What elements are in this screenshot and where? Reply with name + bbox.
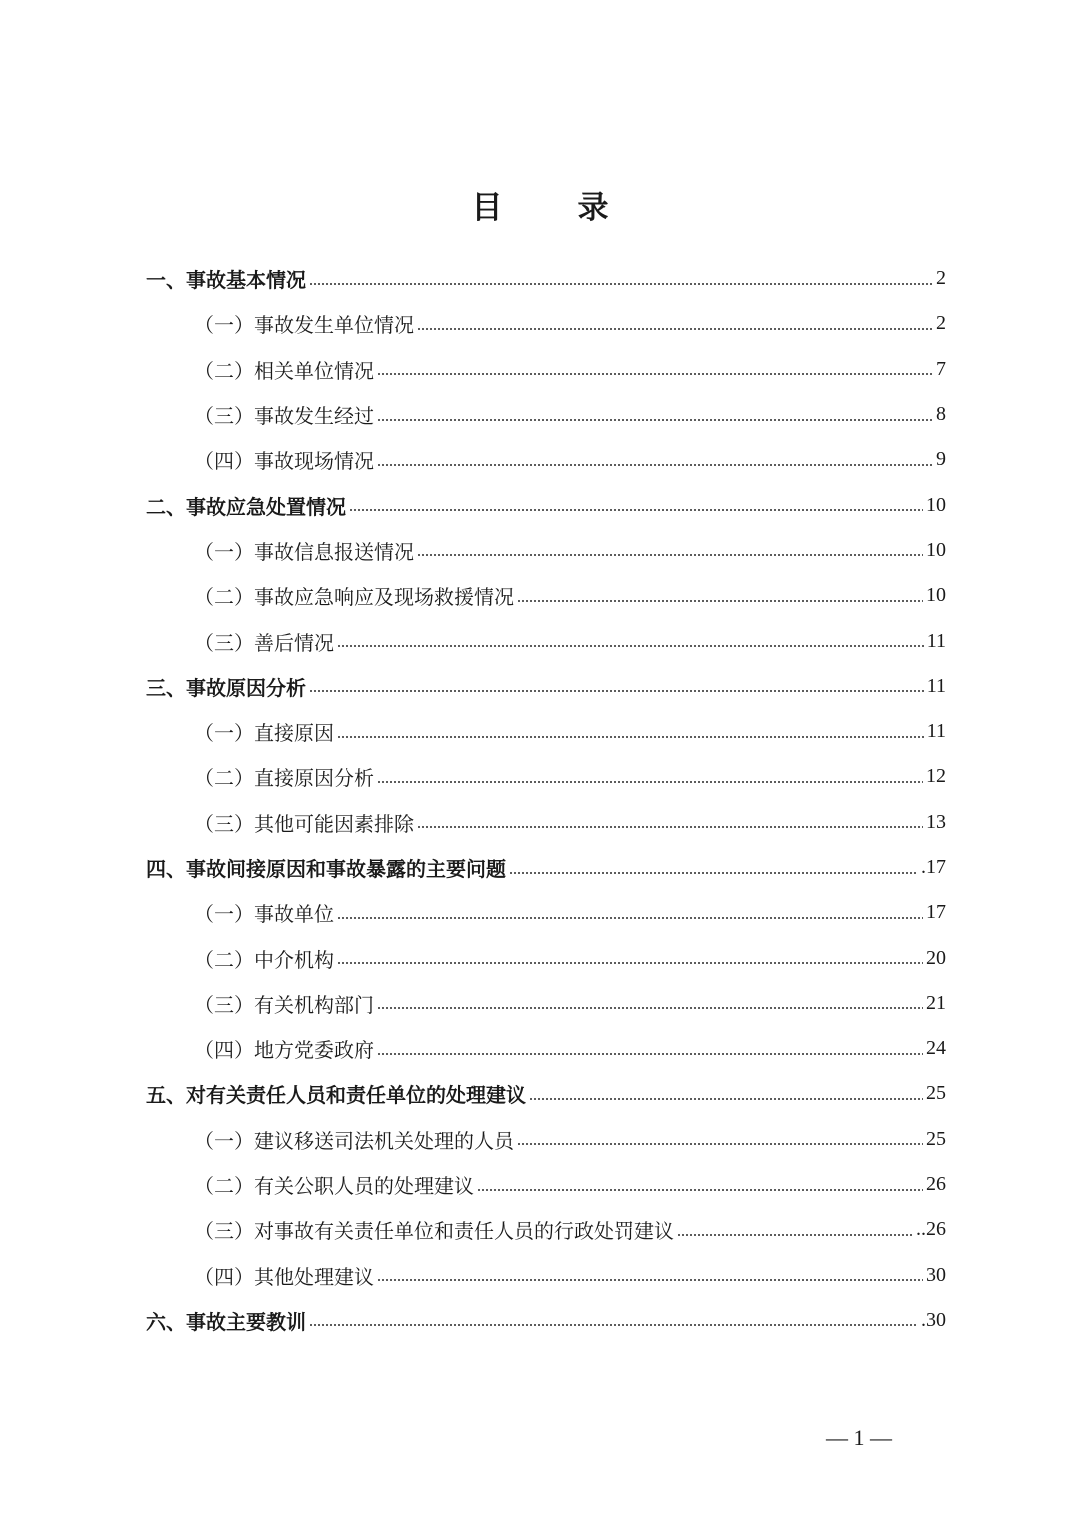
toc-entry-page: .30	[921, 1308, 946, 1331]
toc-entry[interactable]	[146, 1117, 946, 1162]
dot-leader	[337, 962, 923, 964]
toc-entry-page: 21	[926, 991, 946, 1014]
toc-entry-label: 三、事故原因分析	[146, 675, 306, 700]
toc-entry-page: 8	[936, 403, 946, 426]
dot-leader	[377, 464, 933, 466]
toc-entry[interactable]	[146, 981, 946, 1026]
toc-entry[interactable]	[146, 1253, 946, 1298]
toc-entry-label: （四）地方党委政府	[194, 1038, 374, 1063]
dot-leader	[417, 328, 933, 330]
toc-entry-label: （一）直接原因	[194, 721, 334, 746]
toc-entry[interactable]	[146, 528, 946, 573]
dot-leader	[529, 1098, 923, 1100]
toc-entry-label: （四）其他处理建议	[194, 1264, 374, 1289]
dot-leader	[377, 781, 923, 783]
toc-entry-label: （三）有关机构部门	[194, 992, 374, 1017]
toc-entry-page: 25	[926, 1082, 946, 1105]
toc-entry[interactable]	[146, 800, 946, 845]
toc-entry-label: （一）事故信息报送情况	[194, 539, 414, 564]
toc-entry-page: 10	[926, 538, 946, 561]
toc-entry[interactable]	[146, 1298, 946, 1343]
toc-entry-label: 五、对有关责任人员和责任单位的处理建议	[146, 1083, 526, 1108]
table-of-contents	[146, 256, 946, 1343]
toc-entry-label: （一）事故单位	[194, 902, 334, 927]
dot-leader	[517, 1143, 923, 1145]
dot-leader	[337, 917, 923, 919]
toc-entry-label: （一）事故发生单位情况	[194, 313, 414, 338]
toc-entry[interactable]	[146, 845, 946, 890]
dot-leader	[309, 283, 933, 285]
dot-leader	[309, 1324, 918, 1326]
toc-entry-page: 10	[926, 493, 946, 516]
toc-entry-page: 24	[926, 1037, 946, 1060]
toc-entry-page: 7	[936, 357, 946, 380]
dot-leader	[417, 554, 923, 556]
toc-entry-label: （二）事故应急响应及现场救援情况	[194, 585, 514, 610]
toc-entry-page: 2	[936, 312, 946, 335]
toc-entry-page: ..26	[916, 1218, 946, 1241]
dot-leader	[337, 645, 924, 647]
toc-entry[interactable]	[146, 709, 946, 754]
toc-entry-page: 11	[926, 720, 946, 743]
toc-entry-page: 13	[926, 810, 946, 833]
dot-leader	[337, 736, 924, 738]
dot-leader	[677, 1234, 913, 1236]
toc-entry-page: 17	[926, 901, 946, 924]
toc-entry-label: （三）事故发生经过	[194, 404, 374, 429]
toc-entry[interactable]	[146, 347, 946, 392]
page-title: 目 录	[471, 190, 631, 226]
toc-entry[interactable]	[146, 392, 946, 437]
toc-entry[interactable]	[146, 1026, 946, 1071]
toc-entry-label: （三）对事故有关责任单位和责任人员的行政处罚建议	[194, 1219, 674, 1244]
dot-leader	[377, 419, 933, 421]
toc-entry-label: （二）中介机构	[194, 947, 334, 972]
dot-leader	[509, 872, 918, 874]
toc-entry[interactable]	[146, 437, 946, 482]
toc-entry-label: （一）建议移送司法机关处理的人员	[194, 1128, 514, 1153]
toc-entry-label: 四、事故间接原因和事故暴露的主要问题	[146, 857, 506, 881]
toc-entry-label: （二）相关单位情况	[194, 358, 374, 383]
toc-entry[interactable]	[146, 573, 946, 618]
dot-leader	[377, 1007, 923, 1009]
toc-entry-page: 9	[936, 448, 946, 471]
toc-entry-page: 30	[926, 1263, 946, 1286]
toc-entry-page: 12	[926, 765, 946, 788]
toc-entry-page: 2	[936, 267, 946, 290]
toc-entry-page: 11	[926, 629, 946, 652]
toc-entry-page: 11	[926, 674, 946, 697]
dot-leader	[517, 600, 923, 602]
toc-entry[interactable]	[146, 482, 946, 527]
toc-entry-page: 10	[926, 584, 946, 607]
toc-entry-label: （四）事故现场情况	[194, 449, 374, 474]
dot-leader	[309, 690, 924, 692]
toc-entry[interactable]	[146, 301, 946, 346]
toc-entry[interactable]	[146, 754, 946, 799]
dot-leader	[377, 1053, 923, 1055]
toc-entry-page: 20	[926, 946, 946, 969]
toc-entry-label: （二）直接原因分析	[194, 766, 374, 791]
toc-entry[interactable]	[146, 1162, 946, 1207]
toc-entry-page: .17	[921, 856, 946, 878]
toc-entry[interactable]	[146, 664, 946, 709]
toc-entry[interactable]	[146, 890, 946, 935]
toc-entry[interactable]	[146, 256, 946, 301]
toc-entry-label: 二、事故应急处置情况	[146, 494, 346, 519]
dot-leader	[477, 1189, 923, 1191]
toc-entry-label: （二）有关公职人员的处理建议	[194, 1174, 474, 1199]
toc-entry-page: 25	[926, 1127, 946, 1150]
toc-entry-label: （三）其他可能因素排除	[194, 811, 414, 836]
dot-leader	[377, 373, 933, 375]
toc-entry[interactable]	[146, 1071, 946, 1116]
page-number: — 1 —	[826, 1425, 892, 1450]
toc-entry[interactable]	[146, 935, 946, 980]
toc-entry[interactable]	[146, 1207, 946, 1252]
toc-entry-label: 一、事故基本情况	[146, 268, 306, 293]
toc-entry[interactable]	[146, 618, 946, 663]
toc-entry-page: 26	[926, 1173, 946, 1196]
dot-leader	[417, 826, 923, 828]
toc-entry-label: 六、事故主要教训	[146, 1309, 306, 1334]
dot-leader	[349, 509, 923, 511]
toc-entry-label: （三）善后情况	[194, 630, 334, 655]
dot-leader	[377, 1279, 923, 1281]
